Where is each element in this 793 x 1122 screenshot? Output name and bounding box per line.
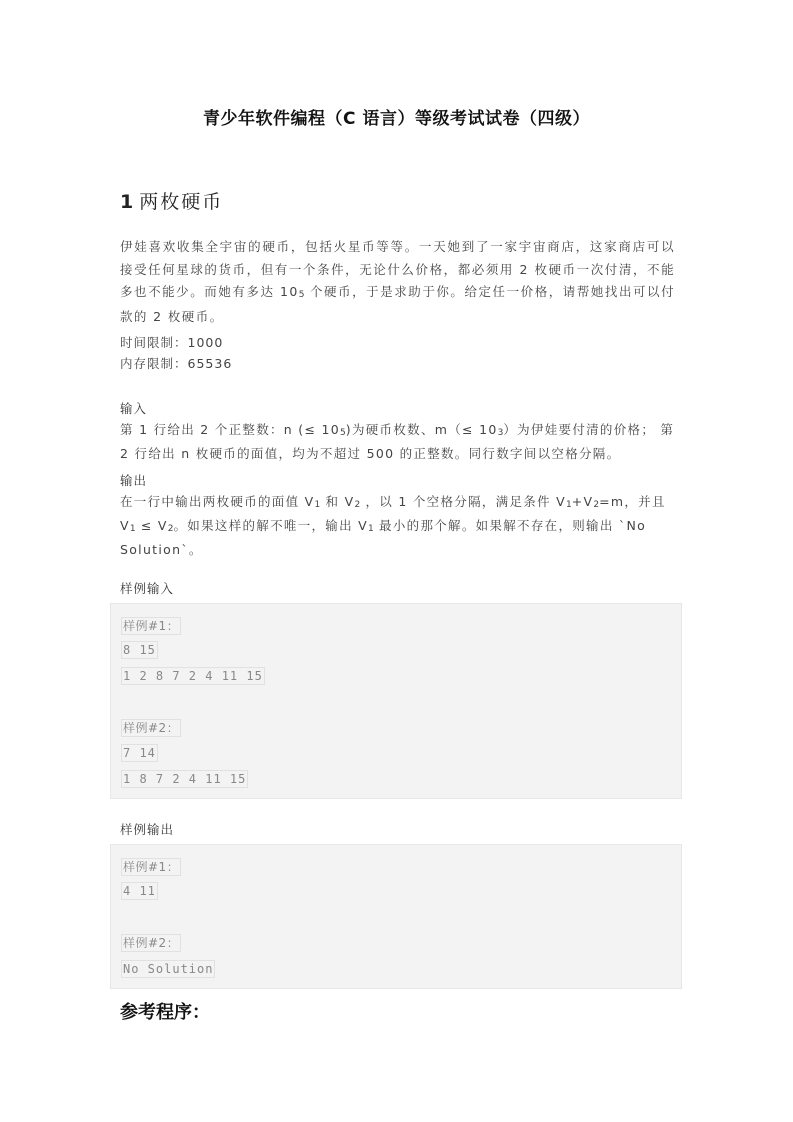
memory-limit-value: 65536 xyxy=(187,356,233,371)
problem-number: 1 xyxy=(120,191,134,213)
description-text-1: 伊娃喜欢收集全宇宙的硬币，包括火星币等等。一天她到了一家宇宙商店，这家商店可以接受任何星球的货币，但有一个条件，无论什么价格，都必须用 2 枚硬币一次付清，不能多也不能少。而她有多达 10 xyxy=(120,239,675,299)
input-text-1: 第 1 行给出 2 个正整数：n (≤ 10 xyxy=(120,422,341,437)
input-section xyxy=(120,398,675,464)
memory-limit xyxy=(120,353,232,374)
output-text-8: 最小的那个解。如果解不存在，则输出 `No Solution`。 xyxy=(120,518,647,557)
page-title: 青少年软件编程（C 语言）等级考试试卷（四级） xyxy=(203,109,590,129)
output-text-3: ，以 1 个空格分隔，满足条件 V xyxy=(360,494,567,509)
sample-input-case2-line2: 1 8 7 2 4 11 15 xyxy=(123,772,247,786)
output-text-1: 在一行中输出两枚硬币的面值 V xyxy=(120,494,315,509)
output-sub-5: 1 xyxy=(129,524,136,534)
input-sub-1: 5 xyxy=(340,428,346,438)
sample-input-case1-line1: 8 15 xyxy=(123,643,156,657)
problem-name: 两枚硬币 xyxy=(139,191,224,213)
output-section xyxy=(120,470,675,560)
sample-input-case1-label: 样例#1： xyxy=(123,619,180,633)
sample-input-case1-line2: 1 2 8 7 2 4 11 15 xyxy=(123,669,263,683)
sample-input-case2-label: 样例#2： xyxy=(123,721,180,735)
input-text xyxy=(120,419,675,464)
limits xyxy=(120,332,232,374)
sample-output-case1-line1: 4 11 xyxy=(123,884,156,898)
output-sub-1: 1 xyxy=(314,500,321,510)
sample-output-box xyxy=(110,844,682,989)
output-sub-6: 2 xyxy=(167,524,174,534)
memory-limit-label: 内存限制： xyxy=(120,356,188,371)
output-sub-4: 2 xyxy=(593,500,600,510)
problem-description xyxy=(120,236,675,328)
output-text-5: =m，并且 V xyxy=(120,494,666,533)
output-sub-7: 1 xyxy=(368,524,374,534)
sample-output-heading: 样例输出 xyxy=(120,822,175,837)
reference-program-heading: 参考程序： xyxy=(120,1002,210,1023)
output-sub-2: 2 xyxy=(354,500,361,510)
output-text-6: ≤ V xyxy=(135,518,168,533)
output-sub-3: 1 xyxy=(566,500,572,510)
sample-input-box xyxy=(110,603,682,799)
sample-input-heading: 样例输入 xyxy=(120,581,175,596)
output-text-2: 和 V xyxy=(320,494,355,509)
output-heading: 输出 xyxy=(120,473,148,488)
sample-output-case2-label: 样例#2： xyxy=(123,936,180,950)
time-limit-value: 1000 xyxy=(187,335,224,350)
sample-output-case2-line1: No Solution xyxy=(123,962,214,976)
output-text-4: +V xyxy=(571,494,594,509)
input-heading: 输入 xyxy=(120,401,148,416)
sample-output-case1-label: 样例#1： xyxy=(123,860,180,874)
input-text-3: ）为伊娃要付清的价格； 第 2 行给出 n 枚硬币的面值，均为不超过 500 的正整数。同行数字间以空格分隔。 xyxy=(120,422,675,461)
sample-input-case2-line1: 7 14 xyxy=(123,746,156,760)
description-text-2: 个硬币，于是求助于你。给定任一价格，请帮她找出可以付款的 2 枚硬币。 xyxy=(120,284,675,324)
input-sub-2: 3 xyxy=(497,428,504,438)
output-text-7: 。如果这样的解不唯一，输出 V xyxy=(173,518,369,533)
output-text xyxy=(120,491,675,560)
input-text-2: )为硬币枚数、m（≤ 10 xyxy=(345,422,498,437)
time-limit-label: 时间限制： xyxy=(120,335,188,350)
problem-heading xyxy=(120,187,223,214)
description-superscript: 5 xyxy=(298,290,305,300)
time-limit xyxy=(120,332,232,353)
